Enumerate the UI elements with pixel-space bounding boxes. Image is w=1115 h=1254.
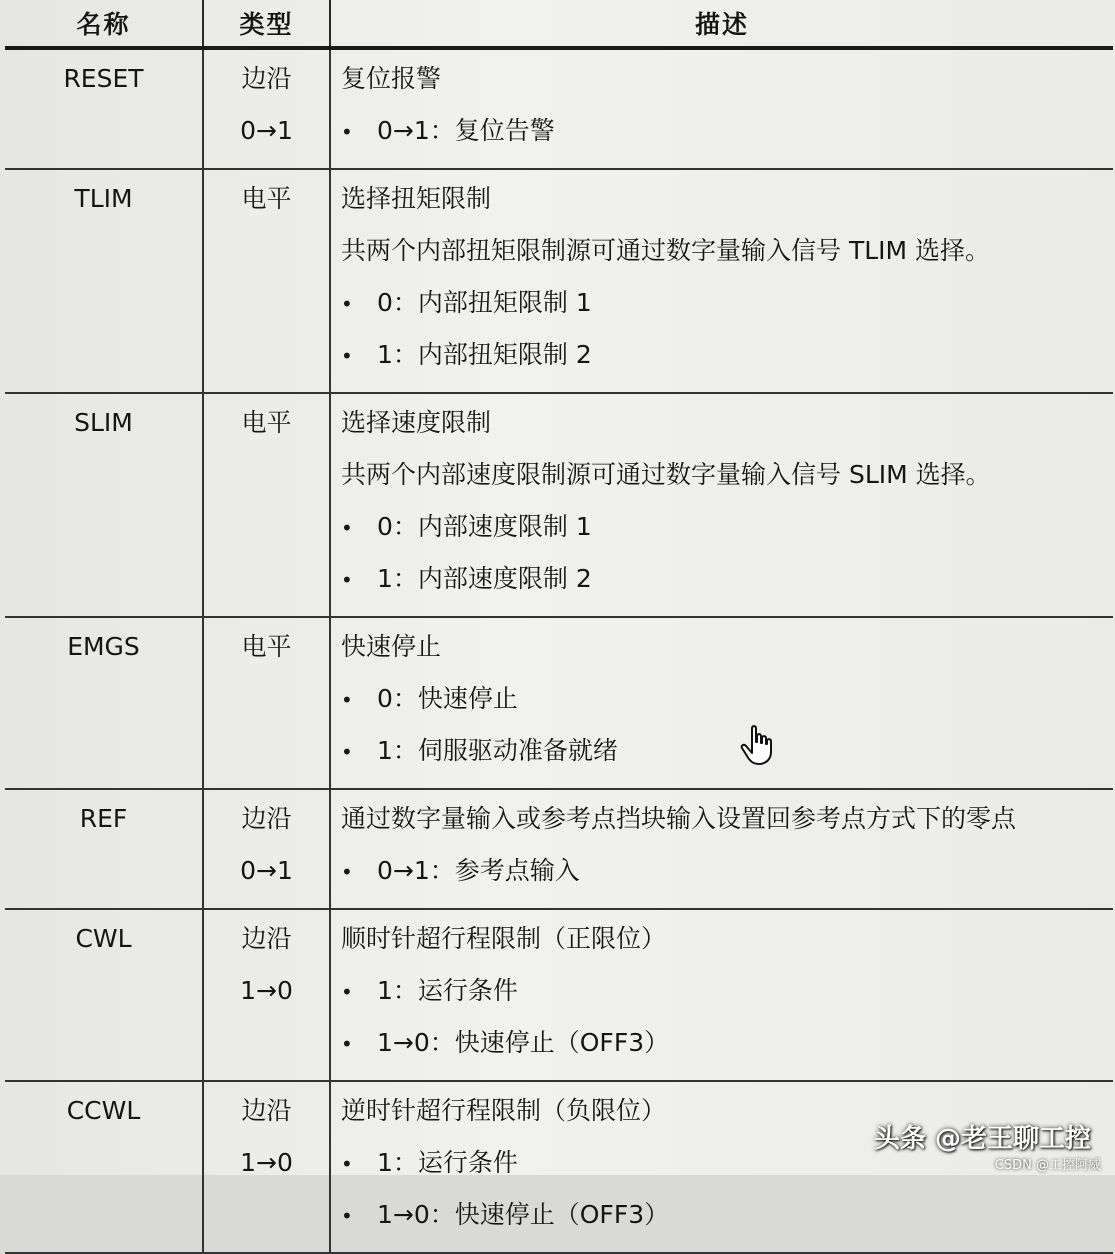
table-body <box>5 48 1113 1253</box>
signal-transition: 0→1 <box>240 116 293 145</box>
description-line <box>341 236 1113 288</box>
signal-type <box>203 789 330 909</box>
line-text: 共两个内部扭矩限制源可通过数字量输入信号 TLIM 选择。 <box>341 236 991 265</box>
line-text: 1：运行条件 <box>377 976 518 1005</box>
bullet-icon: • <box>341 292 353 316</box>
signal-type-label: 电平 <box>241 632 292 661</box>
line-text: 1→0：快速停止（OFF3） <box>377 1028 670 1057</box>
signal-type-label: 边沿 <box>241 804 292 833</box>
line-text: 0：内部速度限制 1 <box>377 512 592 541</box>
line-text: 1：运行条件 <box>377 1148 518 1177</box>
bullet-icon: • <box>341 980 353 1004</box>
line-text: 0：快速停止 <box>377 684 518 713</box>
signal-table <box>5 0 1113 1254</box>
table-row <box>5 393 1113 617</box>
line-text: 逆时针超行程限制（负限位） <box>341 1096 667 1125</box>
signal-type-label: 边沿 <box>241 924 292 953</box>
signal-type <box>203 169 330 393</box>
bullet-icon: • <box>341 860 353 884</box>
table-row <box>5 789 1113 909</box>
line-text: 复位报警 <box>341 64 442 93</box>
bullet-line <box>341 1028 1113 1080</box>
signal-type-label: 边沿 <box>241 64 292 93</box>
bullet-line <box>341 856 1113 908</box>
signal-description <box>330 48 1113 169</box>
bullet-line <box>341 116 1113 168</box>
signal-type-label: 电平 <box>241 408 292 437</box>
signal-transition: 1→0 <box>240 976 293 1005</box>
description-line <box>341 408 1113 460</box>
header-type: 类型 <box>203 0 330 48</box>
line-text: 快速停止 <box>341 632 442 661</box>
signal-description <box>330 909 1113 1081</box>
bullet-line <box>341 564 1113 616</box>
table-row <box>5 169 1113 393</box>
bullet-line <box>341 340 1113 392</box>
line-text: 1：内部速度限制 2 <box>377 564 592 593</box>
bullet-line <box>341 976 1113 1028</box>
bullet-line <box>341 736 1113 788</box>
bullet-icon: • <box>341 1152 353 1176</box>
description-line <box>341 64 1113 116</box>
line-text: 0→1：参考点输入 <box>377 856 580 885</box>
table-row <box>5 1081 1113 1253</box>
signal-description <box>330 789 1113 909</box>
signal-type <box>203 1081 330 1253</box>
line-text: 选择速度限制 <box>341 408 492 437</box>
description-line <box>341 804 1113 856</box>
signal-name: CCWL <box>5 1081 203 1253</box>
signal-name: EMGS <box>5 617 203 789</box>
bullet-icon: • <box>341 1204 353 1228</box>
description-line <box>341 184 1113 236</box>
bullet-icon: • <box>341 120 353 144</box>
signal-description <box>330 393 1113 617</box>
signal-type <box>203 617 330 789</box>
table-row <box>5 909 1113 1081</box>
bullet-icon: • <box>341 1032 353 1056</box>
description-line <box>341 924 1113 976</box>
watermark-toutiao: 头条 @老王聊工控 <box>873 1124 1091 1154</box>
bullet-icon: • <box>341 568 353 592</box>
signal-type <box>203 393 330 617</box>
description-line <box>341 632 1113 684</box>
watermark-csdn: CSDN @工控阿威 <box>994 1158 1101 1173</box>
table-row <box>5 617 1113 789</box>
signal-name: SLIM <box>5 393 203 617</box>
line-text: 1：伺服驱动准备就绪 <box>377 736 618 765</box>
line-text: 通过数字量输入或参考点挡块输入设置回参考点方式下的零点 <box>341 804 1017 833</box>
hand-pointer-icon <box>738 724 778 766</box>
line-text: 1→0：快速停止（OFF3） <box>377 1200 670 1229</box>
table-row <box>5 48 1113 169</box>
header-name: 名称 <box>5 0 203 48</box>
signal-type <box>203 909 330 1081</box>
signal-type-label: 电平 <box>241 184 292 213</box>
table-header-row <box>5 0 1113 48</box>
signal-type <box>203 48 330 169</box>
bullet-icon: • <box>341 516 353 540</box>
bullet-line <box>341 288 1113 340</box>
bullet-line <box>341 1200 1113 1252</box>
line-text: 1：内部扭矩限制 2 <box>377 340 592 369</box>
line-text: 共两个内部速度限制源可通过数字量输入信号 SLIM 选择。 <box>341 460 991 489</box>
signal-transition: 1→0 <box>240 1148 293 1177</box>
signal-description <box>330 169 1113 393</box>
header-description: 描述 <box>330 0 1113 48</box>
signal-name: RESET <box>5 48 203 169</box>
line-text: 0→1：复位告警 <box>377 116 555 145</box>
bullet-icon: • <box>341 740 353 764</box>
signal-description <box>330 617 1113 789</box>
signal-name: REF <box>5 789 203 909</box>
signal-transition: 0→1 <box>240 856 293 885</box>
bullet-line <box>341 512 1113 564</box>
bullet-line <box>341 684 1113 736</box>
description-line <box>341 460 1113 512</box>
line-text: 选择扭矩限制 <box>341 184 492 213</box>
signal-type-label: 边沿 <box>241 1096 292 1125</box>
signal-name: TLIM <box>5 169 203 393</box>
signal-name: CWL <box>5 909 203 1081</box>
bullet-icon: • <box>341 344 353 368</box>
bullet-icon: • <box>341 688 353 712</box>
line-text: 顺时针超行程限制（正限位） <box>341 924 667 953</box>
line-text: 0：内部扭矩限制 1 <box>377 288 592 317</box>
